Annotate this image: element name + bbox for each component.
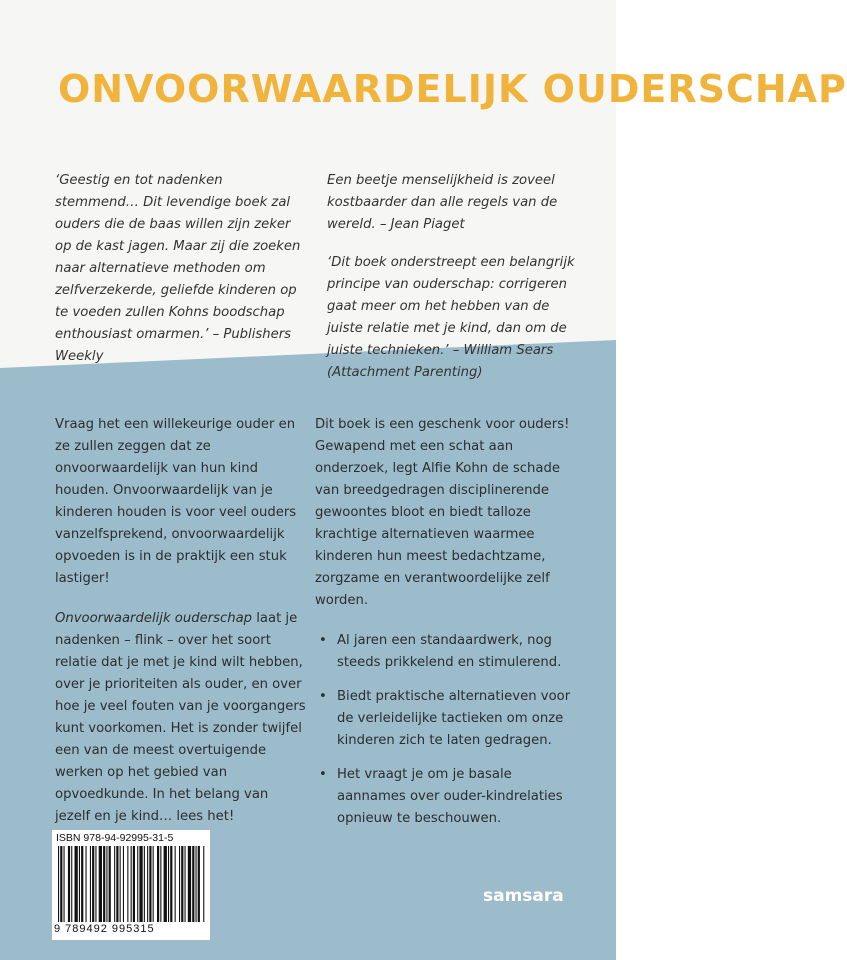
- barcode-bar: [103, 846, 105, 922]
- description-paragraph-2: [55, 608, 307, 828]
- barcode-bar: [127, 846, 128, 922]
- barcode-bar: [144, 846, 145, 922]
- barcode-bar: [192, 846, 194, 922]
- barcode-bar: [149, 846, 151, 922]
- publisher-logo: samsara: [483, 886, 564, 906]
- barcode-bar: [116, 846, 118, 922]
- barcode-bar: [99, 846, 102, 922]
- barcode-bar: [64, 846, 65, 922]
- barcode-bar: [133, 846, 135, 922]
- feature-text: Al jaren een standaardwerk, nog steeds prikkelend en stimulerend.: [337, 633, 562, 670]
- quote-sears: ‘Dit boek onderstreept een belangrijk principe van ouderschap: corrigeren gaat meer om het hebben van de juiste relatie met je kind, dan om de juiste technieken.’ – William Sears (Attachment Parenting): [327, 255, 575, 380]
- description-right-column: [315, 414, 575, 842]
- barcode-bar: [198, 846, 200, 922]
- barcode-bar: [131, 846, 132, 922]
- barcode-bar: [139, 846, 142, 922]
- quotes-right-column: [327, 170, 577, 400]
- feature-text: Het vraagt je om je basale aannames over ouder-kindrelaties opnieuw te beschouwen.: [337, 767, 563, 826]
- barcode-bar: [147, 846, 148, 922]
- barcode-bar: [90, 846, 91, 922]
- feature-list-item: [315, 686, 575, 752]
- quote-piaget: Een beetje menselijkheid is zoveel kostbaarder dan alle regels van de wereld. – Jean Piaget: [327, 173, 558, 232]
- barcode-bar: [86, 846, 87, 922]
- barcode-bar: [160, 846, 161, 922]
- book-title-inline: Onvoorwaardelijk ouderschap: [55, 611, 253, 626]
- barcode-bar: [196, 846, 197, 922]
- isbn-text: ISBN 978-94-92995-31-5: [56, 832, 174, 844]
- feature-text: Biedt praktische alternatieven voor de verleidelijke tactieken om onze kinderen zich te laten gedragen.: [337, 689, 571, 748]
- barcode-bar: [114, 846, 115, 922]
- barcode-bar: [181, 846, 183, 922]
- book-title: ONVOORWAARDELIJK OUDERSCHAP: [58, 67, 847, 111]
- barcode-bar: [60, 846, 62, 922]
- barcode-bar: [164, 846, 167, 922]
- barcode-bar: [137, 846, 138, 922]
- barcode-bar: [168, 846, 169, 922]
- barcode-bar: [175, 846, 176, 922]
- description-paragraph-3: Dit boek is een geschenk voor ouders! Gewapend met een schat aan onderzoek, legt Alfie Kohn de schade van breedgedragen disciplinerende gewoontes bloot en biedt talloze krachtige alternatieven waarmee kinderen hun meest bedachtzame, zorgzame en verantwoordelijke zelf worden.: [315, 417, 570, 608]
- barcode-digits: 9 789492 995315: [54, 923, 155, 935]
- description-paragraph-2-text: laat je nadenken – flink – over het soort relatie dat je met je kind wilt hebben, over je prioriteiten als ouder, en over hoe je veel fouten van je voorgangers kunt voorkomen. Het is zonder twijfel een van de meest overtuigende werken op het gebied van opvoedkunde. In het belang van jezelf en je kind… lees het!: [55, 611, 306, 824]
- barcode-icon: [58, 846, 204, 922]
- bullet-icon: •: [319, 633, 327, 648]
- description-paragraph-1: Vraag het een willekeurige ouder en ze zullen zeggen dat ze onvoorwaardelijk van hun kind houden. Onvoorwaardelijk van je kinderen houden is voor veel ouders vanzelfsprekend, onvoorwaardelijk opvoeden is in de praktijk een stuk lastiger!: [55, 417, 297, 586]
- bullet-icon: •: [319, 767, 327, 782]
- barcode-bar: [75, 846, 78, 922]
- barcode-bar: [120, 846, 121, 922]
- barcode-bar: [157, 846, 159, 922]
- description-left-column: [55, 414, 307, 846]
- feature-list-item: [315, 764, 575, 830]
- barcode-bar: [106, 846, 107, 922]
- barcode-bar: [179, 846, 180, 922]
- barcode-bar: [58, 846, 59, 922]
- barcode-bar: [95, 846, 96, 922]
- barcode-bar: [188, 846, 191, 922]
- barcode-bar: [92, 846, 94, 922]
- barcode-bar: [71, 846, 72, 922]
- feature-list-item: [315, 630, 575, 674]
- barcode-bar: [185, 846, 186, 922]
- barcode-bar: [123, 846, 124, 922]
- barcode-bar: [153, 846, 154, 922]
- barcode-label: [52, 830, 210, 940]
- feature-list: [315, 630, 575, 830]
- barcode-bar: [79, 846, 80, 922]
- barcode-bar: [81, 846, 83, 922]
- bullet-icon: •: [319, 689, 327, 704]
- quote-publishers-weekly: ‘Geestig en tot nadenken stemmend… Dit levendige boek zal ouders die de baas willen zijn zeker op de kast jagen. Maar zij die zoeken naar alternatieve methoden om zelfverzekerde, geliefde kinderen op te voeden zullen Kohns boodschap enthousiast omarmen.’ – Publishers Weekly: [55, 173, 301, 364]
- barcode-bar: [170, 846, 172, 922]
- barcode-bar: [68, 846, 70, 922]
- barcode-bar: [203, 846, 204, 922]
- barcode-bar: [109, 846, 111, 922]
